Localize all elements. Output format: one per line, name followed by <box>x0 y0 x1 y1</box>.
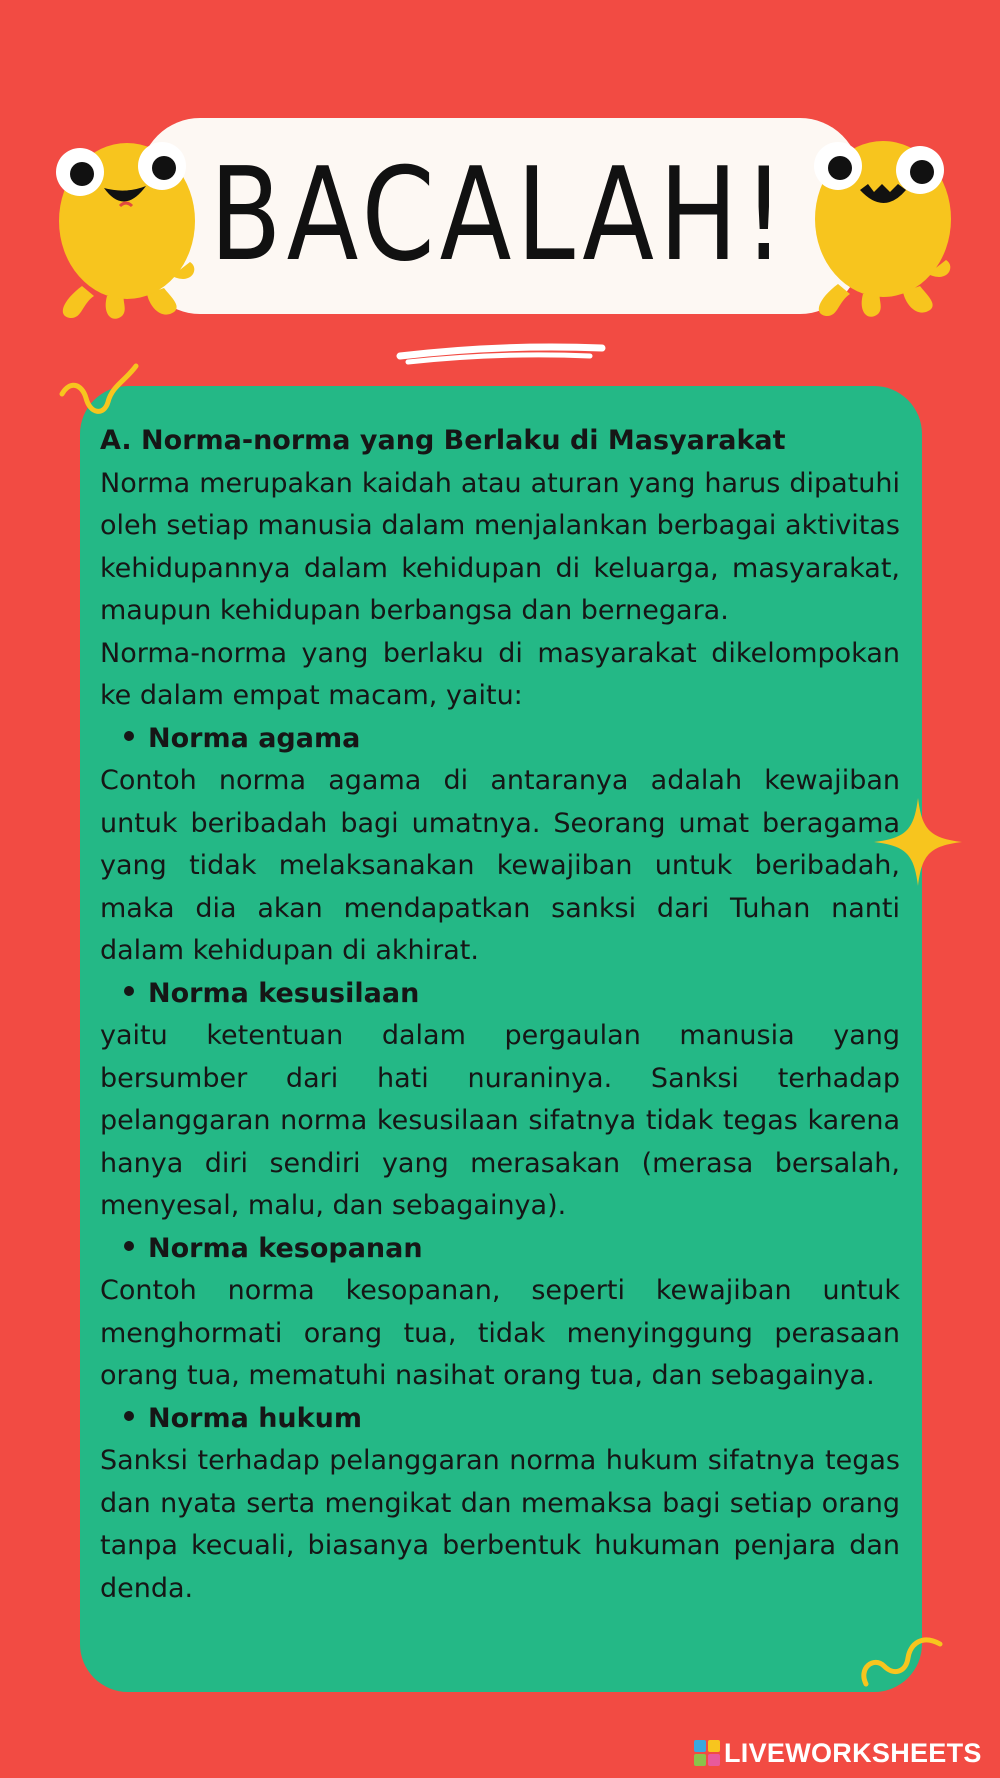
norm-title: Norma kesopanan <box>148 1232 423 1264</box>
bullet-icon <box>124 731 134 741</box>
page-title: BACALAH! <box>209 141 791 290</box>
squiggle-bottom-right-icon <box>856 1622 946 1692</box>
norm-bullet <box>100 1228 900 1271</box>
norm-title: Norma agama <box>148 722 361 754</box>
norm-body: Sanksi terhadap pelanggaran norma hukum sifatnya tegas dan nyata serta mengikat dan memaksa bagi setiap orang tanpa kecuali, biasanya berbentuk hukuman penjara dan denda. <box>100 1445 900 1604</box>
bullet-icon <box>124 1411 134 1421</box>
norm-title: Norma hukum <box>148 1402 362 1434</box>
brand-logo-link[interactable] <box>694 1738 982 1768</box>
norm-body: Contoh norma agama di antaranya adalah kewajiban untuk beribadah bagi umatnya. Seorang umat beragama yang tidak melaksanakan kewajiban untuk beribadah, maka dia akan mendapatkan sanksi dari Tuhan nanti dalam kehidupan di akhirat. <box>100 765 900 966</box>
bullet-icon <box>124 1241 134 1251</box>
intro-paragraph: Norma merupakan kaidah atau aturan yang harus dipatuhi oleh setiap manusia dalam menjalankan berbagai aktivitas kehidupannya dalam kehidupan di keluarga, masyarakat, maupun kehidupan berbangsa dan bernegara. <box>100 467 900 626</box>
brush-underline-icon <box>390 338 610 368</box>
brand-name: LIVEWORKSHEETS <box>724 1737 982 1768</box>
intro-paragraph: Norma-norma yang berlaku di masyarakat dikelompokan ke dalam empat macam, yaitu: <box>100 637 900 711</box>
norm-body: Contoh norma kesopanan, seperti kewajiban untuk menghormati orang tua, tidak menyinggung perasaan orang tua, mematuhi nasihat orang tua, dan sebagainya. <box>100 1275 900 1391</box>
norm-bullet <box>100 718 900 761</box>
norm-bullet <box>100 1398 900 1441</box>
norm-title: Norma kesusilaan <box>148 977 420 1009</box>
liveworksheets-logo-icon <box>694 1740 720 1766</box>
norm-bullet <box>100 973 900 1016</box>
norm-body: yaitu ketentuan dalam pergaulan manusia yang bersumber dari hati nuraninya. Sanksi terhadap pelanggaran norma kesusilaan sifatnya tidak tegas karena hanya diri sendiri yang merasakan (merasa bersalah, menyesal, malu, dan sebagainya). <box>100 1020 900 1221</box>
mascot-left-icon <box>52 136 202 326</box>
section-heading: A. Norma-norma yang Berlaku di Masyarakat <box>100 425 786 456</box>
mascot-right-icon <box>808 134 958 324</box>
content-body <box>100 420 900 1610</box>
bullet-icon <box>124 986 134 996</box>
title-banner <box>140 118 860 314</box>
